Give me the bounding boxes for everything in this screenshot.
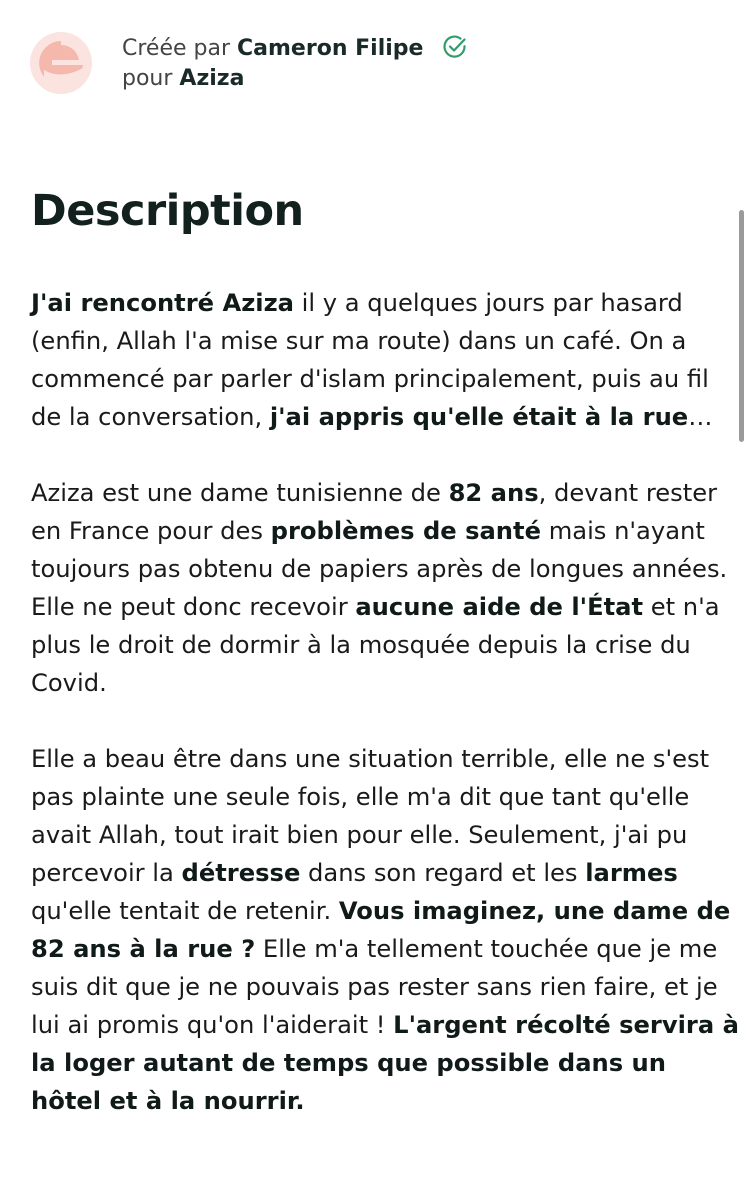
emphasized-text: Vous imaginez, une dame de 82 ans à la rue ? [31, 897, 731, 963]
emphasized-text: 82 ans [448, 479, 539, 507]
emphasized-text: larmes [585, 859, 678, 887]
emphasized-text: problèmes de santé [270, 517, 541, 545]
creator-name[interactable]: Cameron Filipe [237, 36, 424, 61]
beneficiary-line [122, 64, 468, 94]
emphasized-text: j'ai appris qu'elle était à la rue [269, 403, 689, 431]
created-by-label: Créée par [122, 36, 231, 61]
paragraph-text: il y a quelques jours par hasard (enfin, Allah l'a mise sur ma route) dans un café. On a commencé par parler d'islam principalement, puis au fil de la conversation, [31, 289, 709, 431]
emphasized-text: J'ai rencontré Aziza [31, 289, 294, 317]
paragraph-text: qu'elle tentait de retenir. [31, 897, 339, 925]
paragraph-text: Elle m'a tellement touchée que je me suis dit que je ne pouvais pas rester sans rien faire, et je lui ai promis qu'on l'aiderait ! [31, 935, 718, 1039]
for-label: pour [122, 66, 173, 91]
emphasized-text: détresse [181, 859, 301, 887]
emphasized-text: aucune aide de l'État [355, 593, 644, 621]
avatar[interactable] [30, 32, 92, 94]
organizer-logo-icon [30, 32, 92, 94]
description-paragraph [31, 740, 743, 1120]
description-heading: Description [31, 186, 304, 236]
beneficiary-name[interactable]: Aziza [179, 66, 245, 91]
paragraph-text: mais n'ayant toujours pas obtenu de papiers après de longues années. Elle ne peut donc recevoir [31, 517, 728, 621]
paragraph-text: et n'a plus le droit de dormir à la mosquée depuis la crise du Covid. [31, 593, 720, 697]
description-body [31, 284, 743, 1158]
emphasized-text: L'argent récolté servira à la loger autant de temps que possible dans un hôtel et à la nourrir. [31, 1011, 739, 1115]
creator-info [122, 34, 468, 94]
paragraph-text: Elle a beau être dans une situation terrible, elle ne s'est pas plainte une seule fois, elle m'a dit que tant qu'elle avait Allah, tout irait bien pour elle. Seulement, j'ai pu percevoir la [31, 745, 710, 887]
paragraph-text: , devant rester en France pour des [31, 479, 718, 545]
description-paragraph [31, 284, 743, 436]
paragraph-text: dans son regard et les [300, 859, 586, 887]
verified-check-icon [442, 34, 468, 60]
created-by-line [122, 34, 468, 64]
paragraph-text: … [688, 403, 713, 431]
description-paragraph [31, 474, 743, 702]
scrollbar[interactable] [739, 210, 744, 442]
paragraph-text: Aziza est une dame tunisienne de [31, 479, 449, 507]
creator-block [30, 32, 468, 94]
